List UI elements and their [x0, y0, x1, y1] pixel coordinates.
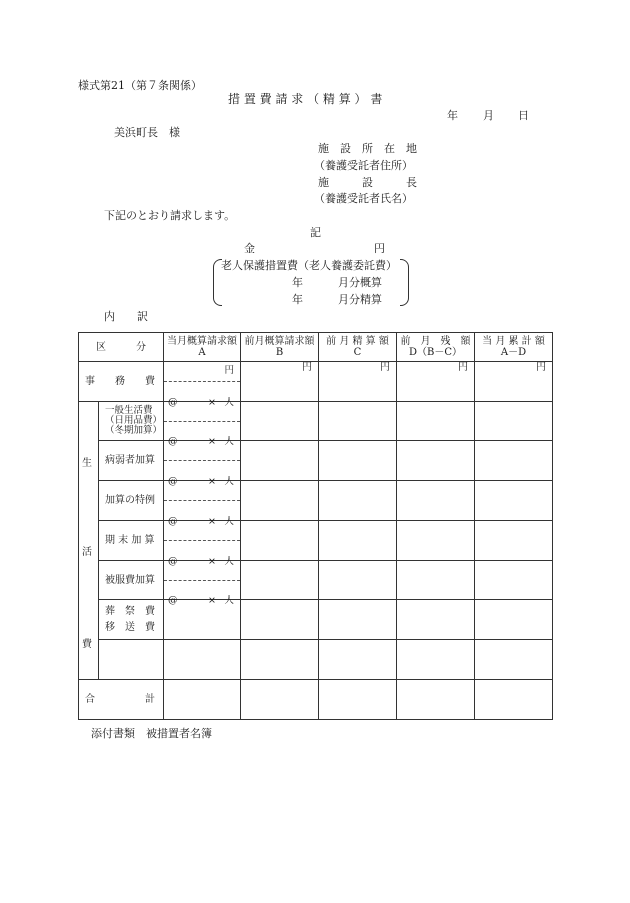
bracket-line1: 老人保護措置費（老人養護委託費） [221, 259, 397, 272]
addressee: 美浜町長 様 [114, 126, 180, 139]
times-mark: × [208, 556, 216, 567]
row-label-hifuku: 被服費加算 [99, 561, 164, 600]
row-label-byojaku: 病弱者加算 [99, 441, 164, 481]
ki-label: 記 [310, 226, 321, 239]
at-mark: @ [168, 397, 178, 408]
nin-mark: 人 [224, 476, 234, 487]
amount-yen: 円 [374, 242, 385, 255]
times-mark: × [208, 397, 216, 408]
table-row-hifuku [79, 561, 553, 600]
header-col-d-code: D（B－C） [408, 347, 463, 358]
seikatsu-char-3: 費 [82, 638, 92, 650]
cell-tokurei-a [164, 481, 241, 527]
cell-tokurei-d [397, 481, 475, 521]
cell-sosai-ad [475, 600, 553, 640]
cell-hifuku-a [164, 561, 241, 606]
at-mark: @ [168, 436, 178, 447]
table-row-tokurei [79, 481, 553, 521]
header-col-ad-label: 当 月 累 計 額 [482, 336, 545, 347]
yen-mark: 円 [458, 362, 468, 373]
header-col-b-label: 前月概算請求額 [244, 336, 315, 347]
attachment-note: 添付書類 被措置者名簿 [91, 727, 212, 740]
bracket-month-estimate: 月分概算 [338, 276, 382, 289]
date-year: 年 [447, 109, 458, 122]
cell-kimatsu-d [397, 521, 475, 561]
row-label-ippan [99, 402, 164, 441]
cell-ippan-c [319, 402, 397, 441]
cell-total-c [319, 680, 397, 720]
cell-tokurei-c [319, 481, 397, 521]
cell-divider [164, 521, 240, 541]
times-mark: × [208, 476, 216, 487]
yen-mark: 円 [302, 362, 312, 373]
header-col-a [164, 333, 241, 362]
facility-head-label: 施 設 長 [318, 176, 417, 189]
cell-total-a [164, 680, 241, 720]
header-col-ad-code: A－D [500, 347, 527, 358]
nin-mark: 人 [224, 516, 234, 527]
row-label-kimatsu: 期 末 加 算 [99, 521, 164, 561]
breakdown-label: 内 訳 [104, 310, 148, 323]
row-label-sosai-isou [99, 600, 164, 640]
header-col-b-code: B [275, 347, 284, 358]
facility-head-note: （養護受託者氏名） [314, 192, 413, 205]
at-mark: @ [168, 556, 178, 567]
cell-kimatsu-b [241, 521, 319, 561]
seikatsu-char-1: 生 [82, 457, 92, 469]
cell-byojaku-b [241, 441, 319, 481]
cell-hifuku-d [397, 561, 475, 600]
table-header-row [79, 333, 553, 362]
at-mark: @ [168, 516, 178, 527]
seikatsu-char-2: 活 [82, 546, 92, 558]
cell-tokurei-ad [475, 481, 553, 521]
row-label-jimuhi: 事 務 費 [79, 362, 164, 402]
table-row-total [79, 680, 553, 720]
cell-divider [164, 402, 240, 422]
header-col-d [397, 333, 475, 362]
cell-total-b [241, 680, 319, 720]
cell-divider [164, 441, 240, 461]
cell-divider [164, 481, 240, 501]
cell-byojaku-d [397, 441, 475, 481]
table-row-kimatsu [79, 521, 553, 561]
cell-byojaku-c [319, 441, 397, 481]
table-row-blank [79, 640, 553, 680]
cell-total-ad [475, 680, 553, 720]
cell-blank-c [319, 640, 397, 680]
header-col-a-code: A [198, 347, 206, 358]
nin-mark: 人 [224, 397, 234, 408]
cell-blank-d [397, 640, 475, 680]
seikatsu-vertical-label [79, 402, 99, 680]
cell-ippan-a [164, 402, 241, 447]
ippan-line3: （冬期加算） [105, 424, 163, 436]
row-label-blank [99, 640, 164, 680]
cell-hifuku-c [319, 561, 397, 600]
cell-byojaku-a [164, 441, 241, 487]
header-col-a-label: 当月概算請求額 [167, 336, 237, 347]
header-col-d-label: 前 月 残 額 [400, 336, 471, 347]
header-col-ad [475, 333, 553, 362]
ippan-line2: （日用品費） [105, 415, 163, 427]
nin-mark: 人 [224, 436, 234, 447]
yen-mark: 円 [224, 365, 234, 376]
cell-jimuhi-c [319, 362, 397, 402]
bracket-year-1: 年 [292, 276, 303, 289]
page-title: 措 置 費 請 求 （ 精 算 ） 書 [228, 92, 383, 106]
times-mark: × [208, 516, 216, 527]
form-number: 様式第21（第７条関係） [78, 79, 202, 92]
header-col-c-code: C [353, 347, 362, 358]
breakdown-table [78, 332, 553, 720]
row-label-tokurei: 加算の特例 [99, 481, 164, 521]
times-mark: × [208, 595, 216, 606]
ippan-line1: 一般生活費 [105, 405, 153, 417]
table-row-ippan [79, 402, 553, 441]
cell-jimuhi-d [397, 362, 475, 402]
at-mark: @ [168, 476, 178, 487]
cell-jimuhi-a [164, 362, 241, 408]
cell-ippan-b [241, 402, 319, 441]
cell-ippan-d [397, 402, 475, 441]
nin-mark: 人 [224, 556, 234, 567]
cell-byojaku-ad [475, 441, 553, 481]
date-day: 日 [518, 109, 529, 122]
request-text: 下記のとおり請求します。 [104, 209, 236, 222]
cell-total-d [397, 680, 475, 720]
facility-location-note: （養護受託者住所） [314, 159, 413, 172]
cell-kimatsu-c [319, 521, 397, 561]
at-mark: @ [168, 595, 178, 606]
amount-kin: 金 [244, 242, 255, 255]
cell-blank-a [164, 640, 241, 680]
table-row-byojaku [79, 441, 553, 481]
cell-sosai-c [319, 600, 397, 640]
header-col-c [319, 333, 397, 362]
date-month: 月 [483, 109, 494, 122]
cell-kimatsu-a [164, 521, 241, 567]
cell-kimatsu-ad [475, 521, 553, 561]
bracket-month-settle: 月分精算 [338, 293, 382, 306]
header-kubun: 区 分 [79, 333, 164, 362]
cell-ippan-ad [475, 402, 553, 441]
table-row-jimuhi [79, 362, 553, 402]
row-label-total: 合 計 [79, 680, 164, 720]
yen-mark: 円 [380, 362, 390, 373]
yen-mark: 円 [536, 362, 546, 373]
header-col-b [241, 333, 319, 362]
cell-hifuku-b [241, 561, 319, 600]
right-paren [400, 259, 409, 306]
cell-sosai-b [241, 600, 319, 640]
cell-blank-b [241, 640, 319, 680]
cell-blank-ad [475, 640, 553, 680]
facility-location-label: 施 設 所 在 地 [318, 142, 417, 155]
table-row-sosai-isou [79, 600, 553, 640]
cell-jimuhi-b [241, 362, 319, 402]
bracket-year-2: 年 [292, 293, 303, 306]
times-mark: × [208, 436, 216, 447]
cell-jimuhi-ad [475, 362, 553, 402]
cell-hifuku-ad [475, 561, 553, 600]
nin-mark: 人 [224, 595, 234, 606]
cell-tokurei-b [241, 481, 319, 521]
header-col-c-label: 前 月 精 算 額 [326, 336, 389, 347]
cell-divider [164, 561, 240, 581]
sosai-label: 葬 祭 費 [105, 605, 155, 617]
isou-label: 移 送 費 [105, 621, 155, 633]
cell-sosai-d [397, 600, 475, 640]
